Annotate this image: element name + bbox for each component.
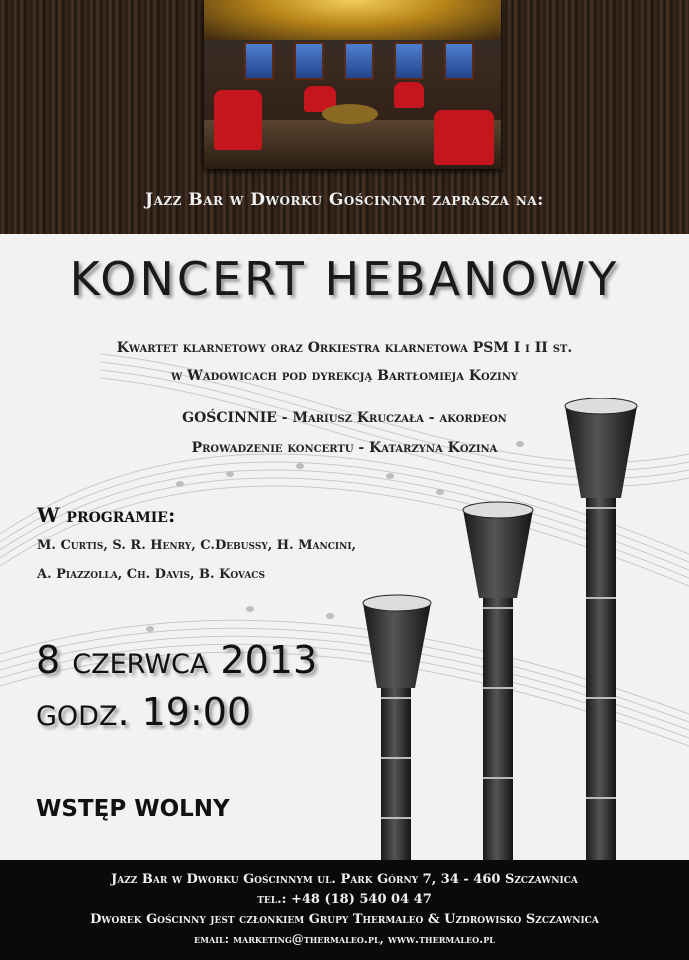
window: [344, 42, 374, 80]
window: [294, 42, 324, 80]
guest-line: GOŚCINNIE - Mariusz Kruczała - akordeon: [182, 410, 507, 426]
ceiling-light: [204, 0, 501, 40]
footer: [0, 860, 689, 960]
jazz-bar-photo: [204, 0, 501, 169]
footer-contact: email: marketing@thermaleo.pl, www.thermaleo.pl: [194, 932, 495, 946]
armchair: [394, 82, 424, 108]
performers-line: Kwartet klarnetowy oraz Orkiestra klarnetowa PSM I i II st.: [116, 340, 573, 356]
concert-date: 8 czerwca 2013: [36, 638, 318, 682]
director-line: w Wadowicach pod dyrekcją Bartłomieja Koziny: [171, 368, 518, 384]
armchair: [214, 90, 262, 150]
footer-address: Jazz Bar w Dworku Gościnnym ul. Park Górny 7, 34 - 460 Szczawnica: [111, 872, 578, 887]
window: [444, 42, 474, 80]
concert-time: godz. 19:00: [36, 690, 252, 734]
clarinets-illustration: [355, 398, 655, 860]
window: [394, 42, 424, 80]
program-composers-2: A. Piazzolla, Ch. Davis, B. Kovacs: [37, 567, 265, 582]
concert-title: KONCERT HEBANOWY: [69, 252, 620, 306]
clarinet-icon: [363, 595, 431, 860]
program-composers-1: M. Curtis, S. R. Henry, C.Debussy, H. Mancini,: [37, 538, 357, 553]
clarinet-icon: [565, 398, 637, 860]
footer-phone: tel.: +48 (18) 540 04 47: [257, 892, 432, 907]
armchair: [434, 110, 494, 165]
invite-text: Jazz Bar w Dworku Gościnnym zaprasza na:: [145, 190, 544, 210]
host-line: Prowadzenie koncertu - Katarzyna Kozina: [191, 440, 498, 456]
window: [244, 42, 274, 80]
clarinet-icon: [463, 502, 533, 860]
free-entry: WSTĘP WOLNY: [36, 796, 230, 822]
footer-membership: Dworek Gościnny jest członkiem Grupy Thermaleo & Uzdrowisko Szczawnica: [90, 912, 599, 927]
table: [322, 104, 378, 124]
program-heading: W programie:: [37, 503, 176, 527]
